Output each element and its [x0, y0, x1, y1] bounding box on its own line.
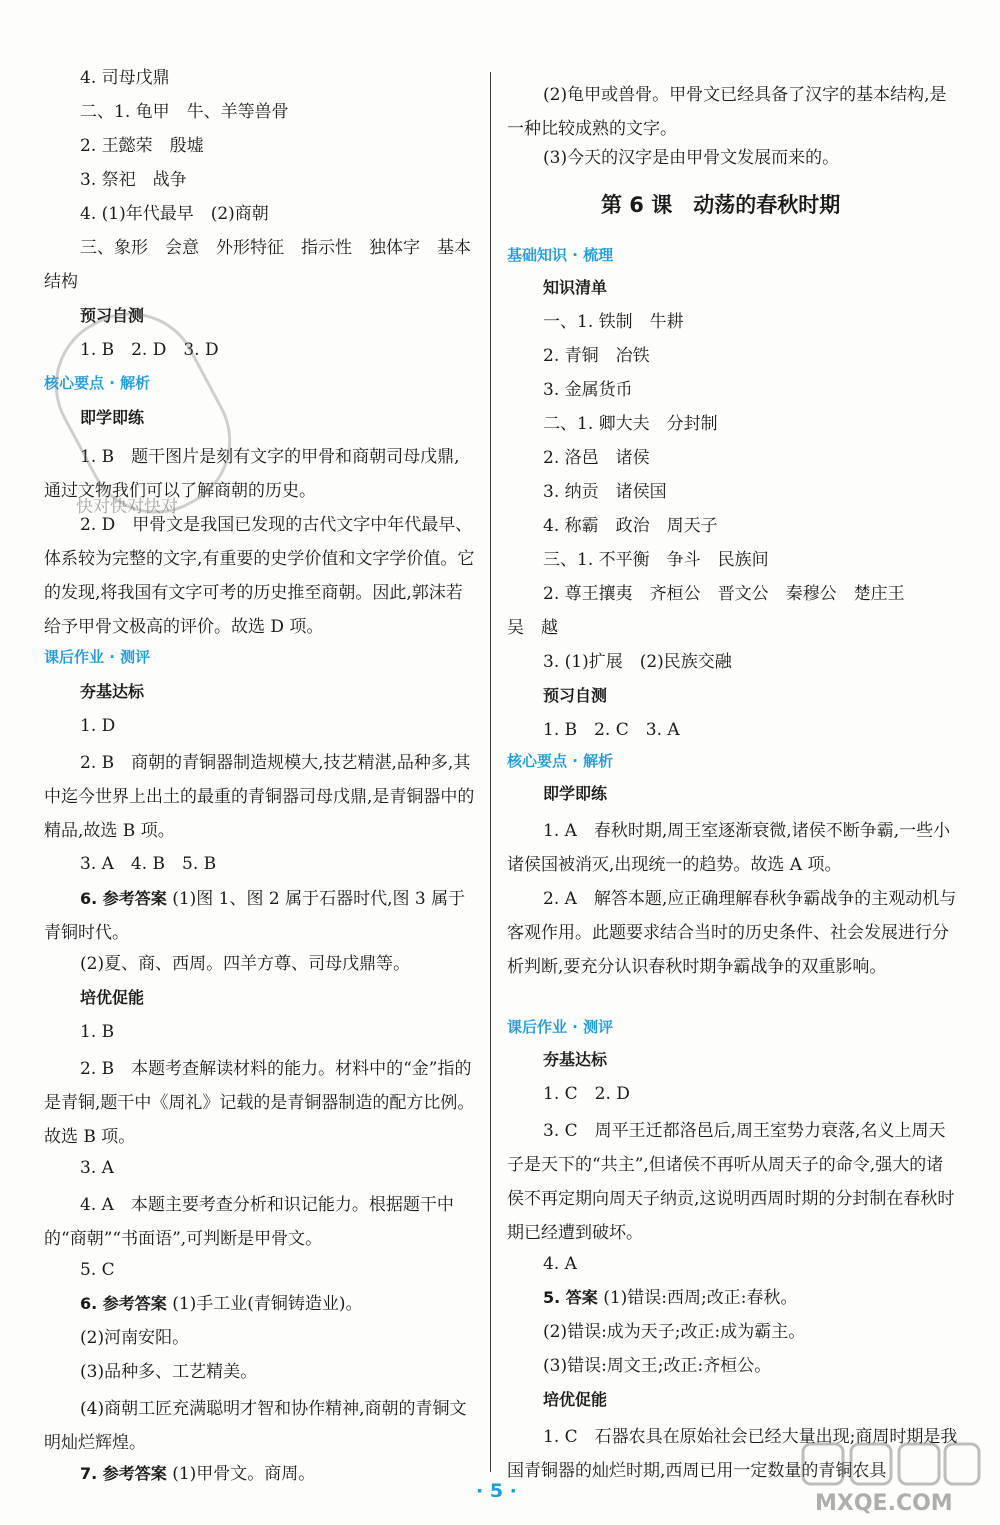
answer-paragraph: 2. B 商朝的青铜器制造规模大,技艺精湛,品种多,其中迄今世界上出土的最重的青铜器司母戊鼎,是青铜器中的精品,故选 B 项。 [44, 753, 475, 841]
basic-label: 夯基达标 [543, 1050, 608, 1069]
text-line: 二、1. 龟甲 牛、羊等兽骨 [80, 102, 289, 122]
answer-line: 1. D [80, 716, 116, 736]
site-logo [795, 1440, 985, 1518]
answer-line [543, 1286, 797, 1310]
preview-label: 预习自测 [80, 306, 145, 325]
text-line: 4. 司母戊鼎 [80, 68, 170, 88]
answer-label: 7. 参考答案 [80, 1464, 167, 1483]
text-line: 4. (1)年代最早 (2)商朝 [80, 204, 269, 224]
answer-line: 1. B [80, 1022, 115, 1042]
answer-line: (2)河南安阳。 [80, 1328, 190, 1348]
practice-label: 即学即练 [80, 408, 145, 427]
text-line: 三、象形 会意 外形特征 指示性 独体字 基本 [80, 238, 471, 258]
knowledge-line: 3. 金属货币 [543, 380, 633, 400]
text-line: 结构 [44, 272, 78, 292]
answer-paragraph: (4)商朝工匠充满聪明才智和协作精神,商朝的青铜文明灿烂辉煌。 [44, 1399, 467, 1453]
answer-paragraph: 1. B 题干图片是刻有文字的甲骨和商朝司母戊鼎,通过文物我们可以了解商朝的历史。 [44, 447, 460, 501]
knowledge-line: 吴 越 [507, 618, 558, 638]
answer-paragraph: 4. A 本题主要考查分析和识记能力。根据题干中的“商朝”“书面语”,可判断是甲骨文。 [44, 1195, 454, 1249]
lesson-title: 第 6 课 动荡的春秋时期 [601, 193, 841, 217]
section-homework: 课后作业 · 测评 [507, 1018, 614, 1036]
text-line: 2. 王懿荣 殷墟 [80, 136, 204, 156]
answer-line: 5. C [80, 1260, 115, 1280]
answer-label: 6. 参考答案 [80, 1294, 167, 1313]
answer-line: (3)品种多、工艺精美。 [80, 1362, 258, 1382]
answer-line [80, 1292, 363, 1316]
section-core: 核心要点 · 解析 [44, 374, 151, 392]
answer-paragraph: 1. A 春秋时期,周王室逐渐衰微,诸侯不断争霸,一些小诸侯国被消灭,出现统一的趋势。故选 A 项。 [507, 821, 951, 875]
column-divider [490, 72, 491, 1472]
practice-label: 即学即练 [543, 784, 608, 803]
page-number: · 5 · [476, 1480, 517, 1502]
answer-paragraph: 2. A 解答本题,应正确理解春秋争霸战争的主观动机与客观作用。此题要求结合当时的历史条件、社会发展进行分析判断,要充分认识春秋时期争霸战争的双重影响。 [507, 889, 957, 977]
knowledge-line: 3. (1)扩展 (2)民族交融 [543, 652, 732, 672]
answer-paragraph: 2. D 甲骨文是我国已发现的古代文字中年代最早、体系较为完整的文字,有重要的史学价值和文字学价值。它的发现,将我国有文字可考的历史推至商朝。因此,郭沫若给予甲骨文极高的评价。故选 D 项。 [44, 515, 475, 637]
section-core: 核心要点 · 解析 [507, 752, 614, 770]
answer-line [80, 1462, 315, 1486]
answer-paragraph: (2)龟甲或兽骨。甲骨文已经具备了汉字的基本结构,是一种比较成熟的文字。 [507, 85, 947, 139]
answer-line: 3. A 4. B 5. B [80, 854, 217, 874]
answer-text: (1)错误:西周;改正:春秋。 [603, 1288, 798, 1308]
knowledge-line: 二、1. 卿大夫 分封制 [543, 414, 718, 434]
answer-line: 4. A [543, 1254, 577, 1274]
answer-text: (1)甲骨文。商周。 [172, 1464, 316, 1484]
knowledge-line: 2. 尊王攘夷 齐桓公 晋文公 秦穆公 楚庄王 [543, 584, 905, 604]
answer-line: (3)今天的汉字是由甲骨文发展而来的。 [543, 148, 840, 168]
answer-paragraph: 3. C 周平王迁都洛邑后,周王室势力衰落,名义上周天子是天下的“共主”,但诸侯不再听从周天子的命令,强大的诸侯不再定期向周天子纳贡,这说明西周时期的分封制在春秋时期已经遭到破坏。 [507, 1121, 955, 1243]
answer-paragraph: 2. B 本题考查解读材料的能力。材料中的“金”指的是青铜,题干中《周礼》记载的是青铜器制造的配方比例。故选 B 项。 [44, 1059, 475, 1147]
answer-line: (2)夏、商、西周。四羊方尊、司母戊鼎等。 [80, 954, 411, 974]
answer-text: (1)图 1、图 2 属于石器时代,图 3 属于青铜时代。 [44, 889, 466, 943]
text-line: 3. 祭祀 战争 [80, 170, 187, 190]
watermark-text: 快对快对快对 [76, 497, 178, 517]
answer-line: (2)错误:成为天子;改正:成为霸主。 [543, 1322, 806, 1342]
answer-line: (3)错误:周文王;改正:齐桓公。 [543, 1356, 772, 1376]
preview-answers: 1. B 2. C 3. A [543, 720, 680, 740]
advanced-label: 培优促能 [543, 1390, 608, 1409]
answer-text: (1)手工业(青铜铸造业)。 [172, 1294, 363, 1314]
answer-line: 1. C 2. D [543, 1084, 630, 1104]
knowledge-line: 三、1. 不平衡 争斗 民族间 [543, 550, 769, 570]
answer-label: 6. 参考答案 [80, 889, 167, 908]
answer-paragraph: 1. C 石器农具在原始社会已经大量出现;商周时期是我国青铜器的灿烂时期,西周已用一定数量的青铜农具 [507, 1427, 958, 1481]
knowledge-label: 知识清单 [543, 278, 608, 297]
knowledge-line: 3. 纳贡 诸侯国 [543, 482, 667, 502]
section-homework: 课后作业 · 测评 [44, 648, 151, 666]
answer-line: 3. A [80, 1158, 114, 1178]
knowledge-line: 4. 称霸 政治 周天子 [543, 516, 718, 536]
preview-answers: 1. B 2. D 3. D [80, 340, 219, 360]
basic-label: 夯基达标 [80, 682, 145, 701]
logo-text: MXQE.COM [815, 1491, 953, 1516]
section-basic: 基础知识 · 梳理 [507, 246, 614, 264]
preview-label: 预习自测 [543, 686, 608, 705]
answer-label: 5. 答案 [543, 1288, 598, 1307]
knowledge-line: 2. 青铜 冶铁 [543, 346, 650, 366]
knowledge-line: 一、1. 铁制 牛耕 [543, 312, 684, 332]
advanced-label: 培优促能 [80, 988, 145, 1007]
knowledge-line: 2. 洛邑 诸侯 [543, 448, 650, 468]
answer-paragraph [44, 882, 476, 950]
